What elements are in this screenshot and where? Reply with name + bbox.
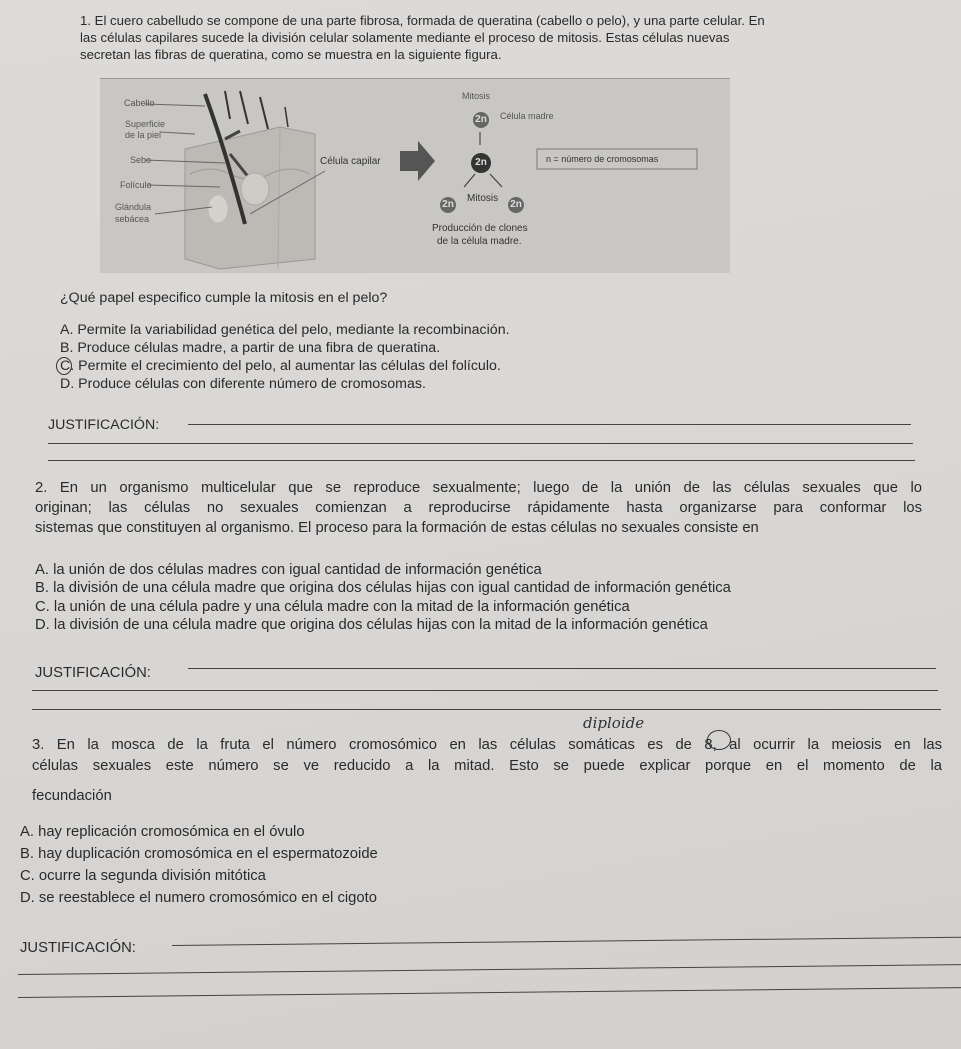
q2-text-line: 2. En un organismo multicelular que se reproduce sexualmente; luego de la unión de las células sexuales que lo bbox=[35, 480, 922, 496]
q1-option-c[interactable]: C. Permite el crecimiento del pelo, al aumentar las células del folículo. bbox=[60, 358, 501, 374]
label-produccion: Producción de clones bbox=[432, 223, 528, 234]
answer-line[interactable] bbox=[32, 709, 941, 710]
answer-circle-mark bbox=[56, 357, 72, 375]
q2-text-line: sistemas que constituyen al organismo. El proceso para la formación de estas células no sexuales consiste en bbox=[35, 520, 759, 536]
handwritten-note: diploide bbox=[583, 714, 645, 732]
q3-text-line: 3. En la mosca de la fruta el número cromosómico en las células somáticas es de 8, al ocurrir la meiosis en las bbox=[32, 737, 942, 753]
clone-cell-right: 2n bbox=[508, 197, 524, 213]
answer-line[interactable] bbox=[172, 937, 961, 946]
q3-option-a[interactable]: A. hay replicación cromosómica en el óvulo bbox=[20, 824, 305, 840]
q2-justification-label: JUSTIFICACIÓN: bbox=[35, 665, 151, 681]
answer-line[interactable] bbox=[18, 964, 961, 975]
q1-text-line: 1. El cuero cabelludo se compone de una parte fibrosa, formada de queratina (cabello o pelo), y una parte celular. En bbox=[80, 13, 765, 28]
q1-justification-label: JUSTIFICACIÓN: bbox=[48, 417, 160, 433]
label-madre: de la célula madre. bbox=[437, 236, 522, 247]
label-glandula: Glándula bbox=[115, 202, 152, 212]
q3-option-c[interactable]: C. ocurre la segunda división mitótica bbox=[20, 868, 266, 884]
label-piel: de la piel bbox=[125, 130, 162, 140]
q1-option-a[interactable]: A. Permite la variabilidad genética del pelo, mediante la recombinación. bbox=[60, 322, 510, 338]
label-mitosis-top: Mitosis bbox=[462, 91, 491, 101]
q1-text-line: secretan las fibras de queratina, como se muestra en la siguiente figura. bbox=[80, 47, 502, 62]
cell-2n: 2n bbox=[471, 153, 491, 173]
label-cabello: Cabello bbox=[124, 98, 155, 108]
q1-text-line: las células capilares sucede la división celular solamente mediante el proceso de mitosis. Estas células nuevas bbox=[80, 30, 730, 45]
answer-line[interactable] bbox=[188, 424, 911, 425]
label-sebo: Sebo bbox=[130, 155, 152, 165]
q2-option-b[interactable]: B. la división de una célula madre que origina dos células hijas con igual cantidad de información genética bbox=[35, 580, 731, 596]
clone-cell-left: 2n bbox=[440, 197, 456, 213]
label-mitosis-mid: Mitosis bbox=[467, 193, 499, 204]
legend-n: n = número de cromosomas bbox=[546, 154, 659, 164]
label-celula-madre: Célula madre bbox=[500, 111, 554, 121]
q1-option-b[interactable]: B. Produce células madre, a partir de una fibra de queratina. bbox=[60, 340, 441, 356]
q3-justification-label: JUSTIFICACIÓN: bbox=[20, 940, 136, 956]
label-foliculo: Folículo bbox=[120, 180, 152, 190]
q3-text-line: fecundación bbox=[32, 788, 112, 804]
q2-option-d[interactable]: D. la división de una célula madre que origina dos células hijas con la mitad de la información genética bbox=[35, 617, 708, 633]
q3-text-line: células sexuales este número se ve reducido a la mitad. Esto se puede explicar porque en el momento de la bbox=[32, 758, 942, 774]
q2-option-c[interactable]: C. la unión de una célula padre y una célula madre con la mitad de la información genética bbox=[35, 599, 630, 615]
q3-option-b[interactable]: B. hay duplicación cromosómica en el espermatozoide bbox=[20, 846, 378, 862]
label-sebacea: sebácea bbox=[115, 214, 150, 224]
answer-line[interactable] bbox=[32, 690, 938, 691]
q1-question: ¿Qué papel especifico cumple la mitosis en el pelo? bbox=[60, 290, 388, 306]
q3-option-d[interactable]: D. se reestablece el numero cromosómico en el cigoto bbox=[20, 890, 377, 906]
q2-text-line: originan; las células no sexuales comienzan a reproducirse rápidamente hasta organizarse para conformar los bbox=[35, 500, 922, 516]
answer-line[interactable] bbox=[48, 443, 913, 444]
mother-cell: 2n bbox=[473, 112, 489, 128]
q1-option-d[interactable]: D. Produce células con diferente número de cromosomas. bbox=[60, 376, 426, 392]
answer-line[interactable] bbox=[48, 460, 915, 461]
skin-diagram bbox=[100, 79, 730, 273]
label-celula-capilar: Célula capilar bbox=[320, 156, 381, 167]
label-superficie: Superficie bbox=[125, 119, 166, 129]
hair-mitosis-figure bbox=[100, 78, 730, 273]
q2-option-a[interactable]: A. la unión de dos células madres con igual cantidad de información genética bbox=[35, 562, 542, 578]
answer-line[interactable] bbox=[188, 668, 936, 669]
answer-line[interactable] bbox=[18, 987, 961, 998]
